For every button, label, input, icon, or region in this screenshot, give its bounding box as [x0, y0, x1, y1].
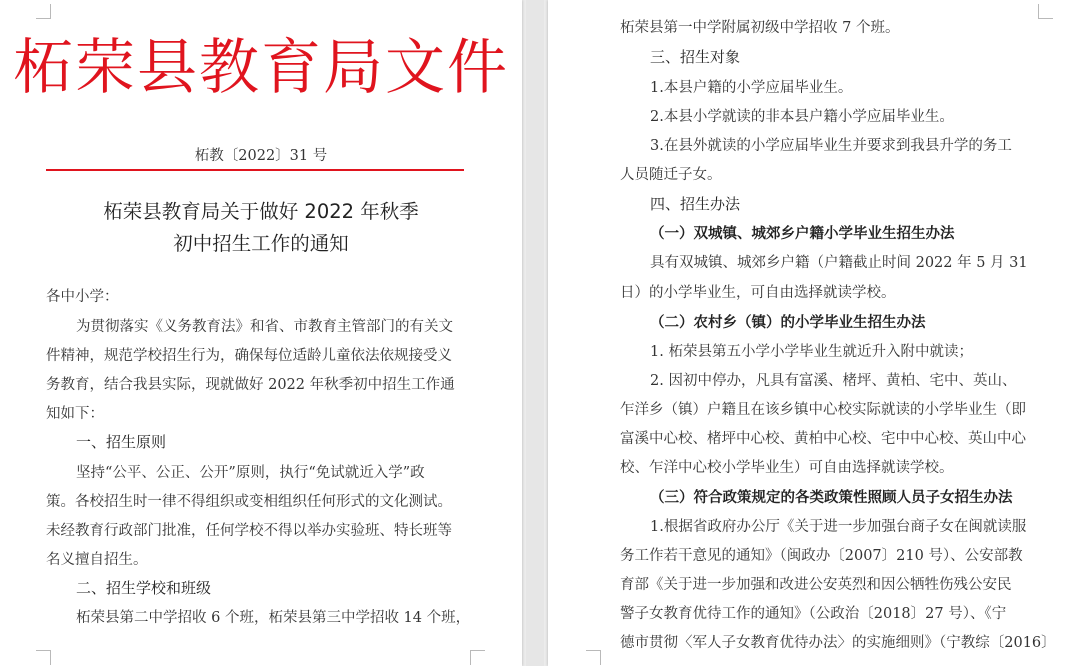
intro-line: 务教育，结合我县实际，现就做好 2022 年秋季初中招生工作通 — [46, 377, 455, 393]
paragraph-line: 柘荣县第二中学招收 6 个班，柘荣县第三中学招收 14 个班， — [76, 610, 471, 626]
paragraph-line: 柘荣县第一中学附属初级中学招收 7 个班。 — [620, 20, 900, 36]
section-heading: 二、招生学校和班级 — [76, 579, 212, 597]
sub-heading: （一）双城镇、城郊乡户籍小学毕业生招生办法 — [650, 225, 955, 242]
document-title-line-2: 初中招生工作的通知 — [173, 232, 349, 255]
section-heading: 三、招生对象 — [650, 48, 741, 66]
document-page-left — [0, 0, 522, 666]
crop-mark — [586, 650, 601, 665]
paragraph-line: 育部《关于进一步加强和改进公安英烈和因公牺牲伤残公安民 — [620, 577, 1012, 593]
paragraph-line: 坚持“公平、公正、公开”原则，执行“免试就近入学”政 — [76, 465, 425, 481]
paragraph-line: 人员随迁子女。 — [620, 167, 722, 183]
crop-mark — [1038, 4, 1053, 19]
paragraph-line: 具有双城镇、城郊乡户籍（户籍截止时间 2022 年 5 月 31 — [650, 255, 1028, 271]
document-page-right — [548, 0, 1080, 666]
paragraph-line: 策。各校招生时一律不得组织或变相组织任何形式的文化测试。 — [46, 494, 452, 510]
section-heading: 四、招生办法 — [650, 195, 741, 213]
paragraph-line: 名义擅自招生。 — [46, 552, 148, 568]
sub-heading: （三）符合政策规定的各类政策性照顾人员子女招生办法 — [650, 489, 1013, 506]
document-header: 柘荣县教育局文件 — [13, 33, 509, 103]
paragraph-line: 1. 柘荣县第五小学小学毕业生就近升入附中就读； — [650, 344, 973, 360]
salutation: 各中小学： — [46, 289, 119, 305]
paragraph-line: 校、乍洋中心校小学毕业生）可自由选择就读学校。 — [620, 460, 954, 476]
page-gap-scrollbar[interactable] — [526, 0, 544, 666]
paragraph-line: 乍洋乡（镇）户籍且在该乡镇中心校实际就读的小学毕业生（即 — [620, 402, 1026, 418]
paragraph-line: 1.本县户籍的小学应届毕业生。 — [650, 80, 853, 96]
paragraph-line: 2. 因初中停办，凡具有富溪、楮坪、黄柏、宅中、英山、 — [650, 373, 1017, 389]
document-number: 柘教〔2022〕31 号 — [194, 148, 328, 164]
document-title-line-1: 柘荣县教育局关于做好 2022 年秋季 — [103, 200, 419, 223]
crop-mark — [36, 650, 51, 665]
paragraph-line: 务工作若干意见的通知》（闽政办〔2007〕210 号）、公安部教 — [620, 548, 1023, 564]
paragraph-line: 德市贯彻〈军人子女教育优待办法〉的实施细则》（宁教综〔2016〕 — [620, 635, 1056, 651]
section-heading: 一、招生原则 — [76, 433, 167, 451]
intro-line: 知如下： — [46, 406, 104, 422]
paragraph-line: 3.在县外就读的小学应届毕业生并要求到我县升学的务工 — [650, 138, 1012, 154]
paragraph-line: 日）的小学毕业生，可自由选择就读学校。 — [620, 285, 896, 301]
intro-line: 为贯彻落实《义务教育法》和省、市教育主管部门的有关文 — [76, 319, 453, 335]
crop-mark — [470, 650, 485, 665]
paragraph-line: 2.本县小学就读的非本县户籍小学应届毕业生。 — [650, 109, 954, 125]
paragraph-line: 1.根据省政府办公厅《关于进一步加强台商子女在闽就读服 — [650, 519, 1027, 535]
paragraph-line: 警子女教育优待工作的通知》（公政治〔2018〕27 号）、《宁 — [620, 606, 1007, 622]
intro-line: 件精神，规范学校招生行为，确保每位适龄儿童依法依规接受义 — [46, 348, 452, 364]
header-divider — [46, 169, 464, 171]
paragraph-line: 富溪中心校、楮坪中心校、黄柏中心校、宅中中心校、英山中心 — [620, 431, 1026, 447]
crop-mark — [36, 4, 51, 19]
sub-heading: （二）农村乡（镇）的小学毕业生招生办法 — [650, 314, 926, 331]
paragraph-line: 未经教育行政部门批准，任何学校不得以举办实验班、特长班等 — [46, 523, 452, 539]
